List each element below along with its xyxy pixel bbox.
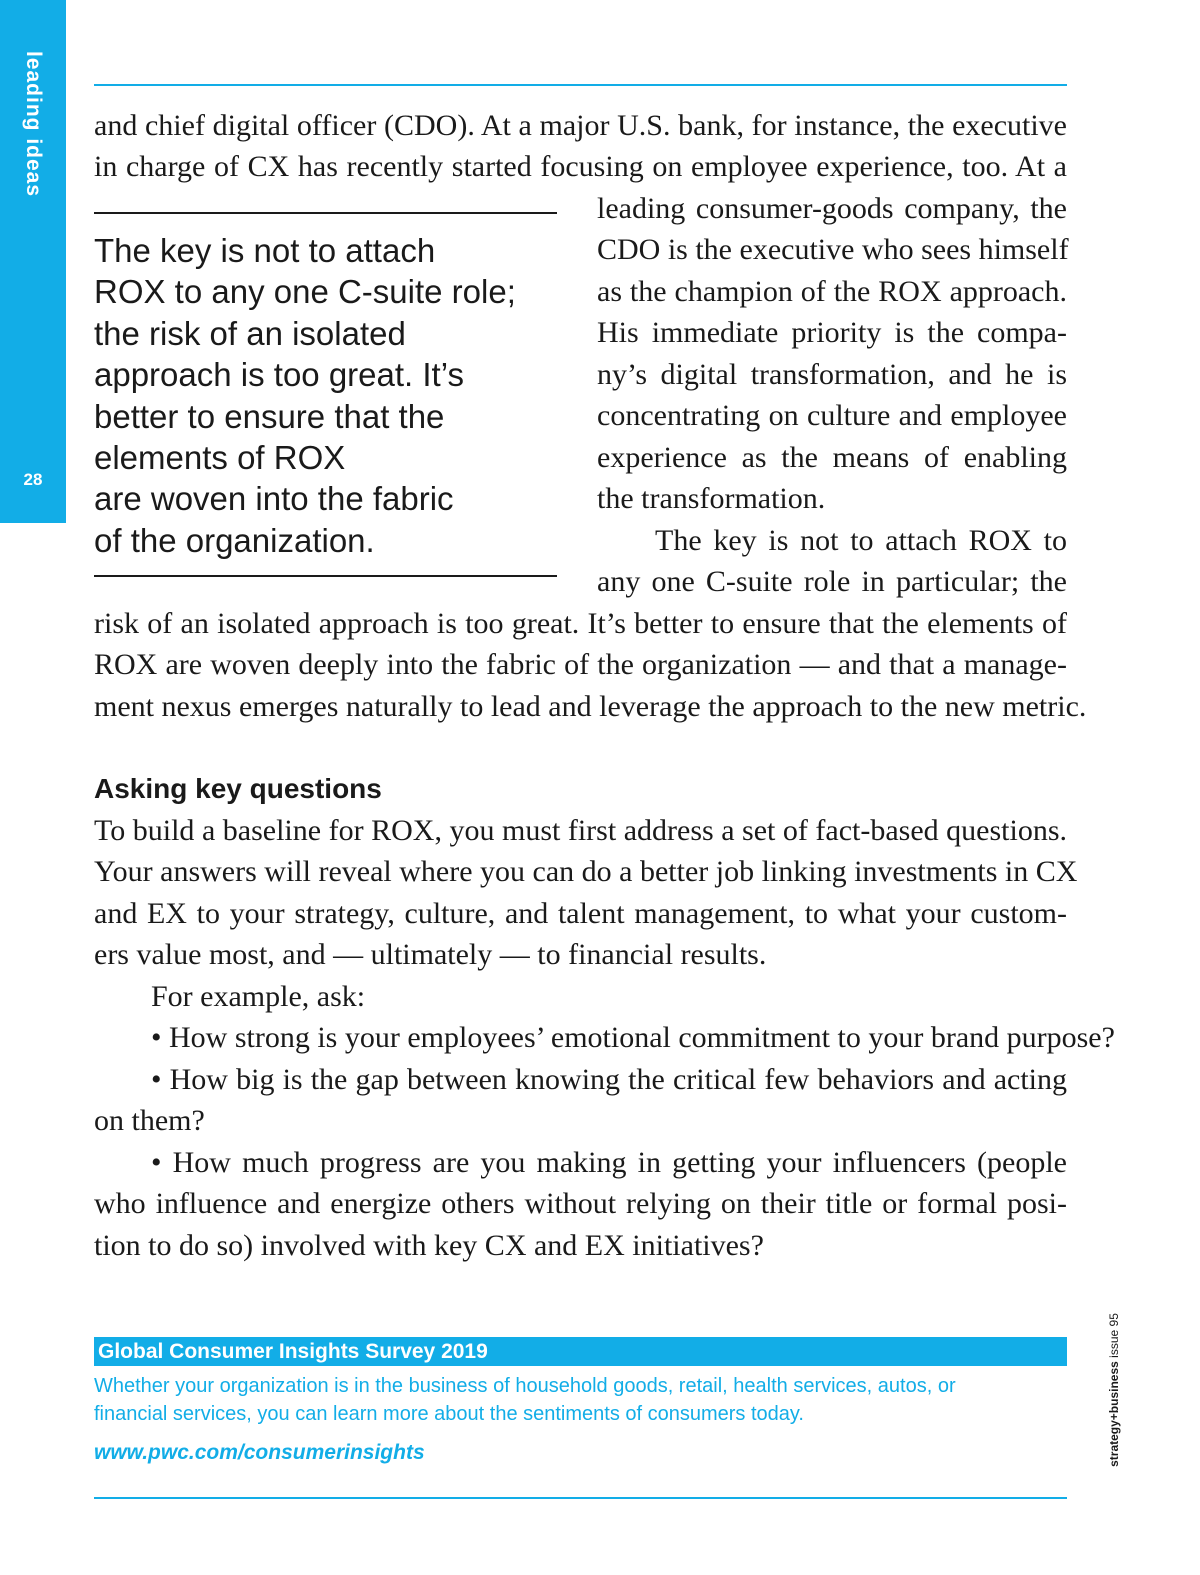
promo-link[interactable]: www.pwc.com/consumerinsights — [94, 1441, 425, 1464]
bullet-line: • How big is the gap between knowing the critical few behaviors and acting — [151, 1063, 1067, 1096]
issue-number: issue 95 — [1107, 1313, 1121, 1358]
body-line: in charge of CX has recently started focusing on employee experience, too. At a — [94, 150, 1067, 183]
body-line: the transformation. — [597, 482, 826, 515]
pull-quote-line: approach is too great. It’s — [94, 356, 464, 394]
page-number: 28 — [23, 470, 43, 489]
section-tab — [0, 0, 66, 523]
body-line: For example, ask: — [151, 980, 366, 1013]
pull-quote-line: better to ensure that the — [94, 397, 445, 435]
body-line: leading consumer-goods company, the — [597, 192, 1067, 225]
pull-quote — [94, 230, 564, 561]
pull-quote-line: ROX to any one C-suite role; — [94, 273, 516, 311]
pull-quote-line: are woven into the fabric — [94, 480, 454, 518]
body-line: any one C-suite role in particular; the — [597, 565, 1067, 598]
body-line: concentrating on culture and employee — [597, 399, 1067, 432]
pull-quote-rule-top — [94, 212, 557, 214]
body-line: ers value most, and — ultimately — to financial results. — [94, 938, 767, 971]
top-rule — [94, 84, 1067, 86]
body-line: ny’s digital transformation, and he is — [597, 358, 1067, 391]
pull-quote-rule-bottom — [94, 575, 557, 577]
bullet-line: • How much progress are you making in getting your influencers (people — [151, 1146, 1067, 1179]
body-line: risk of an isolated approach is too great. It’s better to ensure that the elements of — [94, 607, 1067, 640]
body-line: To build a baseline for ROX, you must first address a set of fact-based questions. — [94, 814, 1067, 847]
promo-body — [94, 1372, 1067, 1428]
body-line: on them? — [94, 1104, 205, 1137]
bottom-rule — [94, 1497, 1067, 1499]
body-line: as the champion of the ROX approach. — [597, 275, 1067, 308]
pull-quote-line: of the organization. — [94, 521, 375, 559]
pull-quote-line: elements of ROX — [94, 439, 346, 477]
body-line: ment nexus emerges naturally to lead and leverage the approach to the new metric. — [94, 690, 1087, 723]
body-line: who influence and energize others without relying on their title or formal posi- — [94, 1187, 1067, 1220]
body-line: experience as the means of enabling — [597, 441, 1067, 474]
promo-body-line: financial services, you can learn more about the sentiments of consumers today. — [94, 1403, 804, 1425]
body-line: CDO is the executive who sees himself — [597, 233, 1069, 266]
body-line: The key is not to attach ROX to — [655, 524, 1067, 557]
promo-title: Global Consumer Insights Survey 2019 — [94, 1337, 1067, 1366]
body-line: and EX to your strategy, culture, and talent management, to what your custom- — [94, 897, 1067, 930]
body-line: tion to do so) involved with key CX and EX initiatives? — [94, 1229, 764, 1262]
publication-name: strategy+business — [1107, 1361, 1121, 1467]
body-line: and chief digital officer (CDO). At a major U.S. bank, for instance, the executive — [94, 109, 1067, 142]
promo-body-line: Whether your organization is in the business of household goods, retail, health services, autos, or — [94, 1375, 956, 1397]
section-label: leading ideas — [22, 50, 45, 198]
bullet-line: • How strong is your employees’ emotional commitment to your brand purpose? — [151, 1021, 1115, 1054]
body-line: ROX are woven deeply into the fabric of the organization — and that a manage- — [94, 648, 1067, 681]
section-heading: Asking key questions — [94, 773, 382, 804]
body-line: His immediate priority is the compa- — [597, 316, 1067, 349]
publication-footer — [1107, 1313, 1121, 1467]
pull-quote-line: The key is not to attach — [94, 232, 436, 269]
body-line: Your answers will reveal where you can do a better job linking investments in CX — [94, 855, 1078, 888]
pull-quote-line: the risk of an isolated — [94, 314, 406, 352]
